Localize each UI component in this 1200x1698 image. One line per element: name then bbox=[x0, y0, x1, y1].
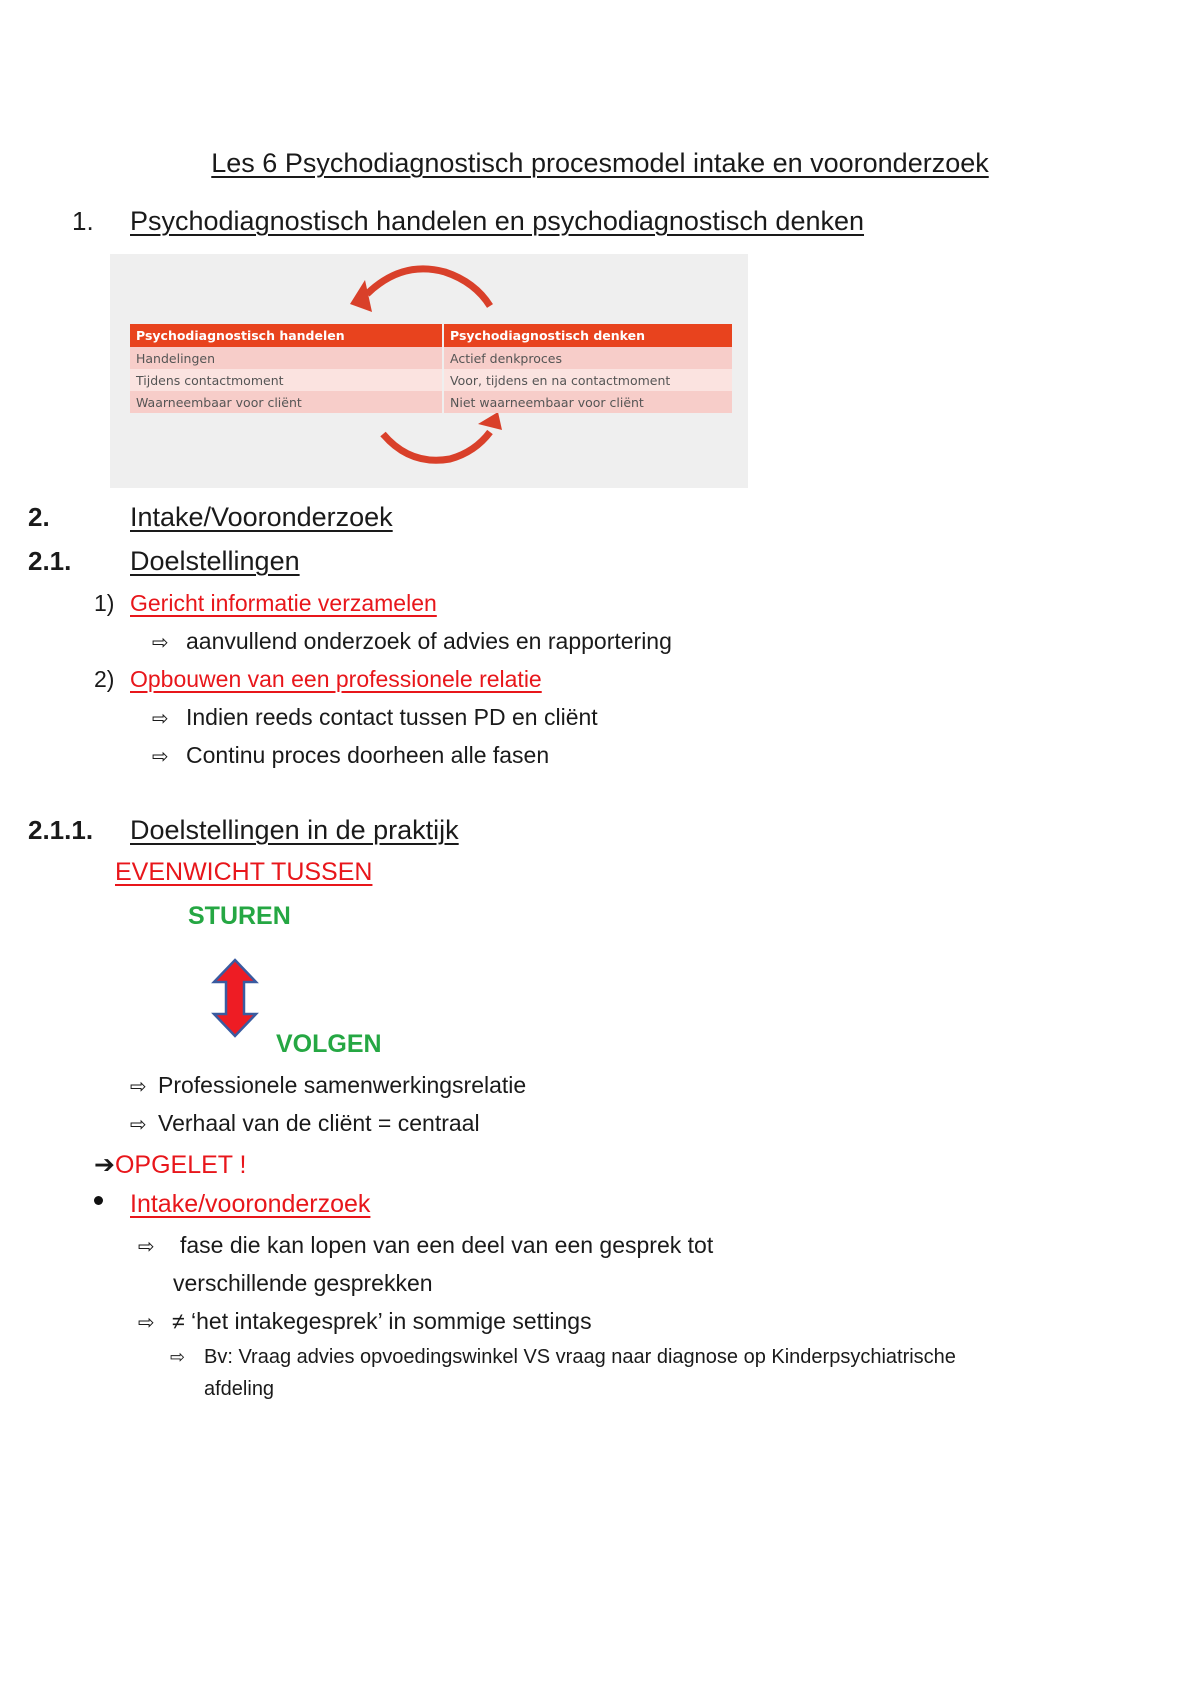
section-2-1-1-number: 2.1.1. bbox=[28, 815, 94, 845]
goal-1-sub-1: ⇨ aanvullend onderzoek of advies en rapportering bbox=[152, 628, 672, 654]
header-handelen: Psychodiagnostisch handelen bbox=[130, 324, 443, 347]
comparison-table bbox=[130, 324, 732, 413]
bullet-sub-1-cont: verschillende gesprekken bbox=[173, 1270, 433, 1296]
warning-text: OPGELET ! bbox=[114, 1151, 247, 1179]
goal-2-sub-1: ⇨ Indien reeds contact tussen PD en cliënt bbox=[152, 704, 598, 730]
table-row bbox=[130, 369, 732, 391]
hollow-arrow-icon: ⇨ bbox=[152, 632, 169, 654]
goal-2-number: 2) bbox=[94, 666, 115, 692]
point-1: ⇨ Professionele samenwerkingsrelatie bbox=[130, 1072, 527, 1098]
section-2-number: 2. bbox=[28, 502, 50, 532]
page-title: Les 6 Psychodiagnostisch procesmodel intake en vooronderzoek bbox=[211, 148, 989, 178]
goal-2-sub-2: ⇨ Continu proces doorheen alle fasen bbox=[152, 742, 550, 768]
top-cycle-arrowhead bbox=[350, 280, 372, 312]
table-cell: Niet waarneembaar voor cliënt bbox=[443, 391, 732, 413]
bullet-sub-1: ⇨ fase die kan lopen van een deel van een gesprek tot bbox=[138, 1232, 714, 1258]
section-2-1-1-heading: Doelstellingen in de praktijk bbox=[130, 815, 459, 845]
table-row bbox=[130, 347, 732, 369]
bullet-dot-icon bbox=[94, 1196, 103, 1205]
hollow-arrow-icon: ⇨ bbox=[130, 1076, 147, 1098]
volgen-label: VOLGEN bbox=[276, 1030, 382, 1058]
warning-line bbox=[94, 1150, 246, 1180]
section-2-1-heading: Doelstellingen bbox=[130, 546, 300, 576]
bottom-cycle-arrow bbox=[383, 432, 490, 460]
bottom-cycle-arrowhead bbox=[478, 412, 502, 430]
bold-arrow-icon: ➔ bbox=[94, 1151, 115, 1179]
top-cycle-arrow bbox=[367, 269, 490, 306]
point-2: ⇨ Verhaal van de cliënt = centraal bbox=[130, 1110, 480, 1136]
double-arrow-icon bbox=[210, 958, 260, 1038]
example-line-1: ⇨ Bv: Vraag advies opvoedingswinkel VS vraag naar diagnose op Kinderpsychiatrische bbox=[170, 1346, 956, 1368]
goal-2-label: Opbouwen van een professionele relatie bbox=[130, 666, 542, 692]
section-1-number: 1. bbox=[72, 206, 94, 236]
balance-heading: EVENWICHT TUSSEN bbox=[115, 858, 373, 886]
bullet-label: Intake/vooronderzoek bbox=[130, 1190, 371, 1218]
hollow-arrow-icon: ⇨ bbox=[152, 746, 169, 768]
table-cell: Waarneembaar voor cliënt bbox=[130, 391, 443, 413]
header-denken: Psychodiagnostisch denken bbox=[443, 324, 732, 347]
hollow-arrow-icon: ⇨ bbox=[138, 1236, 155, 1258]
table-cell: Handelingen bbox=[130, 347, 443, 369]
goal-1-number: 1) bbox=[94, 590, 115, 616]
table-cell: Voor, tijdens en na contactmoment bbox=[443, 369, 732, 391]
section-1-heading: Psychodiagnostisch handelen en psychodiagnostisch denken bbox=[130, 206, 865, 236]
handelen-denken-figure bbox=[110, 254, 748, 488]
section-2-1-number: 2.1. bbox=[28, 546, 72, 576]
hollow-arrow-icon: ⇨ bbox=[138, 1312, 155, 1334]
table-cell: Tijdens contactmoment bbox=[130, 369, 443, 391]
table-row bbox=[130, 391, 732, 413]
example-line-2: afdeling bbox=[204, 1378, 275, 1400]
section-2-heading: Intake/Vooronderzoek bbox=[130, 502, 393, 532]
hollow-arrow-icon: ⇨ bbox=[170, 1347, 186, 1367]
sturen-label: STUREN bbox=[188, 902, 291, 930]
table-cell: Actief denkproces bbox=[443, 347, 732, 369]
hollow-arrow-icon: ⇨ bbox=[152, 708, 169, 730]
bullet-sub-2: ⇨ ≠ ‘het intakegesprek’ in sommige settings bbox=[138, 1308, 592, 1334]
goal-1-label: Gericht informatie verzamelen bbox=[130, 590, 437, 616]
hollow-arrow-icon: ⇨ bbox=[130, 1114, 147, 1136]
